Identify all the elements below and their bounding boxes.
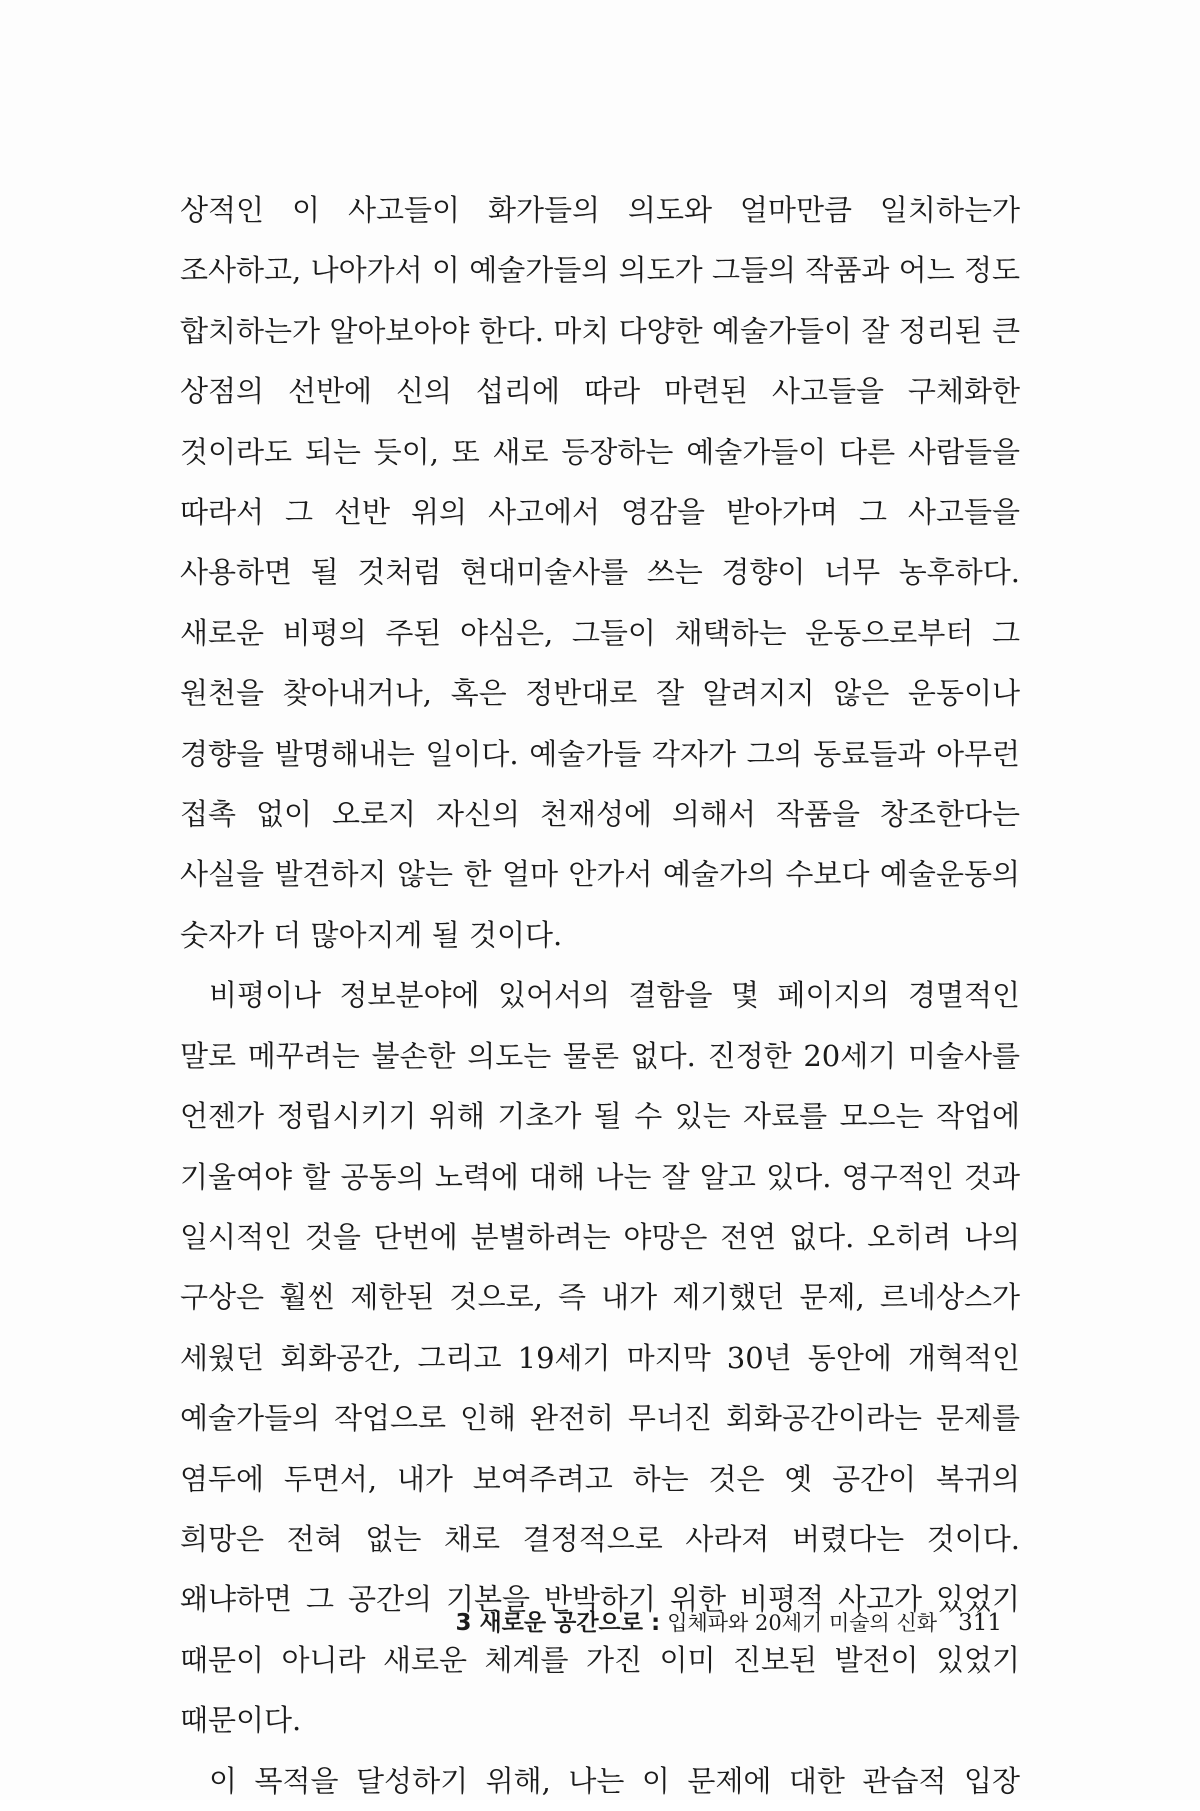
paragraph-3: 이 목적을 달성하기 위해, 나는 이 문제에 대한 관습적 입장 (209, 1763, 1020, 1798)
page-number: 311 (958, 1610, 1002, 1636)
running-footer (180, 1604, 1002, 1637)
chapter-subtitle: 입체파와 20세기 미술의 신화 (667, 1611, 938, 1635)
chapter-title: 3 새로운 공간으로 : (455, 1610, 661, 1636)
paragraph-2: 비평이나 정보분야에 있어서의 결함을 몇 페이지의 경멸적인 말로 메꾸려는 불손한 의도는 물론 없다. 진정한 20세기 미술사를 언젠가 정립시키기 위해 기초가 될 수 있는 자료를 모으는 작업에 기울여야 할 공동의 노력에 대해 나는 잘 알고 있다. 영구적인 것과 일시적인 것을 단번에 분별하려는 야망은 전연 없다. 오히려 나의 구상은 훨씬 제한된 것으로, 즉 내가 제기했던 문제, 르네상스가 세웠던 회화공간, 그리고 19세기 마지막 30년 동안에 개혁적인 예술가들의 작업으로 인해 완전히 무너진 회화공간이라는 문제를 염두에 두면서, 내가 보여주려고 하는 것은 옛 공간이 복귀의 희망은 전혀 없는 채로 결정적으로 사라져 버렸다는 것이다. 왜냐하면 그 공간의 기본을 반박하기 위한 비평적 사고가 있었기 때문이 아니라 새로운 체계를 가진 이미 진보된 발전이 있었기 때문이다. (180, 978, 1020, 1738)
body-text (180, 180, 1020, 1811)
paragraph-1: 상적인 이 사고들이 화가들의 의도와 얼마만큼 일치하는가 조사하고, 나아가서 이 예술가들의 의도가 그들의 작품과 어느 정도 합치하는가 알아보아야 한다. 마치 다양한 예술가들이 잘 정리된 큰 상점의 선반에 신의 섭리에 따라 마련된 사고들을 구체화한 것이라도 되는 듯이, 또 새로 등장하는 예술가들이 다른 사람들을 따라서 그 선반 위의 사고에서 영감을 받아가며 그 사고들을 사용하면 될 것처럼 현대미술사를 쓰는 경향이 너무 농후하다. 새로운 비평의 주된 야심은, 그들이 채택하는 운동으로부터 그 원천을 찾아내거나, 혹은 정반대로 잘 알려지지 않은 운동이나 경향을 발명해내는 일이다. 예술가들 각자가 그의 동료들과 아무런 접촉 없이 오로지 자신의 천재성에 의해서 작품을 창조한다는 사실을 발견하지 않는 한 얼마 안가서 예술가의 수보다 예술운동의 숫자가 더 많아지게 될 것이다. (180, 193, 1020, 952)
